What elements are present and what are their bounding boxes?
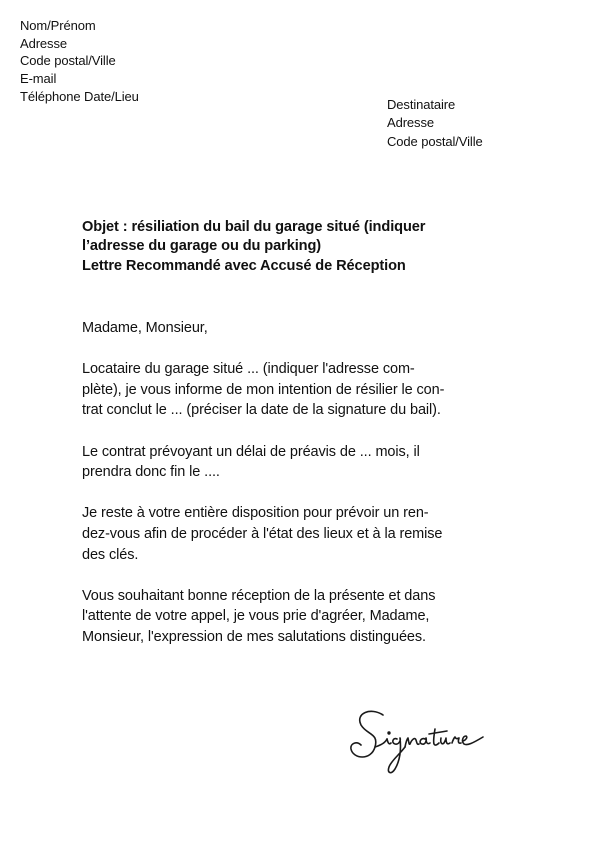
- paragraph-line: Monsieur, l'expression de mes salutations distinguées.: [82, 628, 426, 645]
- sender-phone-date-place-line: Téléphone Date/Lieu: [20, 88, 139, 104]
- paragraph-line: Locataire du garage situé ... (indiquer l'adresse com-: [82, 361, 415, 378]
- sender-name-line: Nom/Prénom: [20, 18, 96, 33]
- subject-line-3: Lettre Recommandé avec Accusé de Réception: [82, 257, 406, 274]
- paragraph-tenancy-termination: [82, 359, 512, 421]
- handwritten-signature: [345, 703, 505, 793]
- paragraph-line: plète), je vous informe de mon intention de résilier le con-: [82, 381, 445, 398]
- paragraph-line: Je reste à votre entière disposition pour prévoir un ren-: [82, 505, 429, 522]
- paragraph-line: dez-vous afin de procéder à l'état des lieux et à la remise: [82, 525, 443, 542]
- paragraph-line: l'attente de votre appel, je vous prie d'agréer, Madame,: [82, 608, 430, 625]
- salutation-text: Madame, Monsieur,: [82, 320, 208, 336]
- paragraph-line: prendra donc fin le ....: [82, 464, 220, 481]
- recipient-postcode-city-line: Code postal/Ville: [387, 133, 483, 149]
- letter-body: [82, 318, 512, 668]
- paragraph-notice-period: [82, 442, 512, 483]
- recipient-address-line: Adresse: [387, 115, 434, 131]
- recipient-block: [387, 96, 483, 151]
- paragraph-line: Le contrat prévoyant un délai de préavis de ... mois, il: [82, 443, 420, 460]
- paragraph-inspection-keys: [82, 503, 512, 565]
- subject-block: [82, 218, 425, 276]
- paragraph-closing: [82, 586, 512, 648]
- subject-line-2: l’adresse du garage ou du parking): [82, 238, 322, 255]
- subject-line-1: Objet : résiliation du bail du garage situé (indiquer: [82, 219, 426, 235]
- paragraph-line: trat conclut le ... (préciser la date de la signature du bail).: [82, 402, 441, 419]
- sender-address-line: Adresse: [20, 35, 67, 51]
- paragraph-line: Vous souhaitant bonne réception de la présente et dans: [82, 587, 436, 604]
- sender-postcode-city-line: Code postal/Ville: [20, 53, 116, 69]
- sender-email-line: E-mail: [20, 71, 57, 87]
- sender-block: [20, 17, 139, 106]
- recipient-name-line: Destinataire: [387, 97, 456, 112]
- salutation: [82, 318, 512, 339]
- paragraph-line: des clés.: [82, 546, 139, 563]
